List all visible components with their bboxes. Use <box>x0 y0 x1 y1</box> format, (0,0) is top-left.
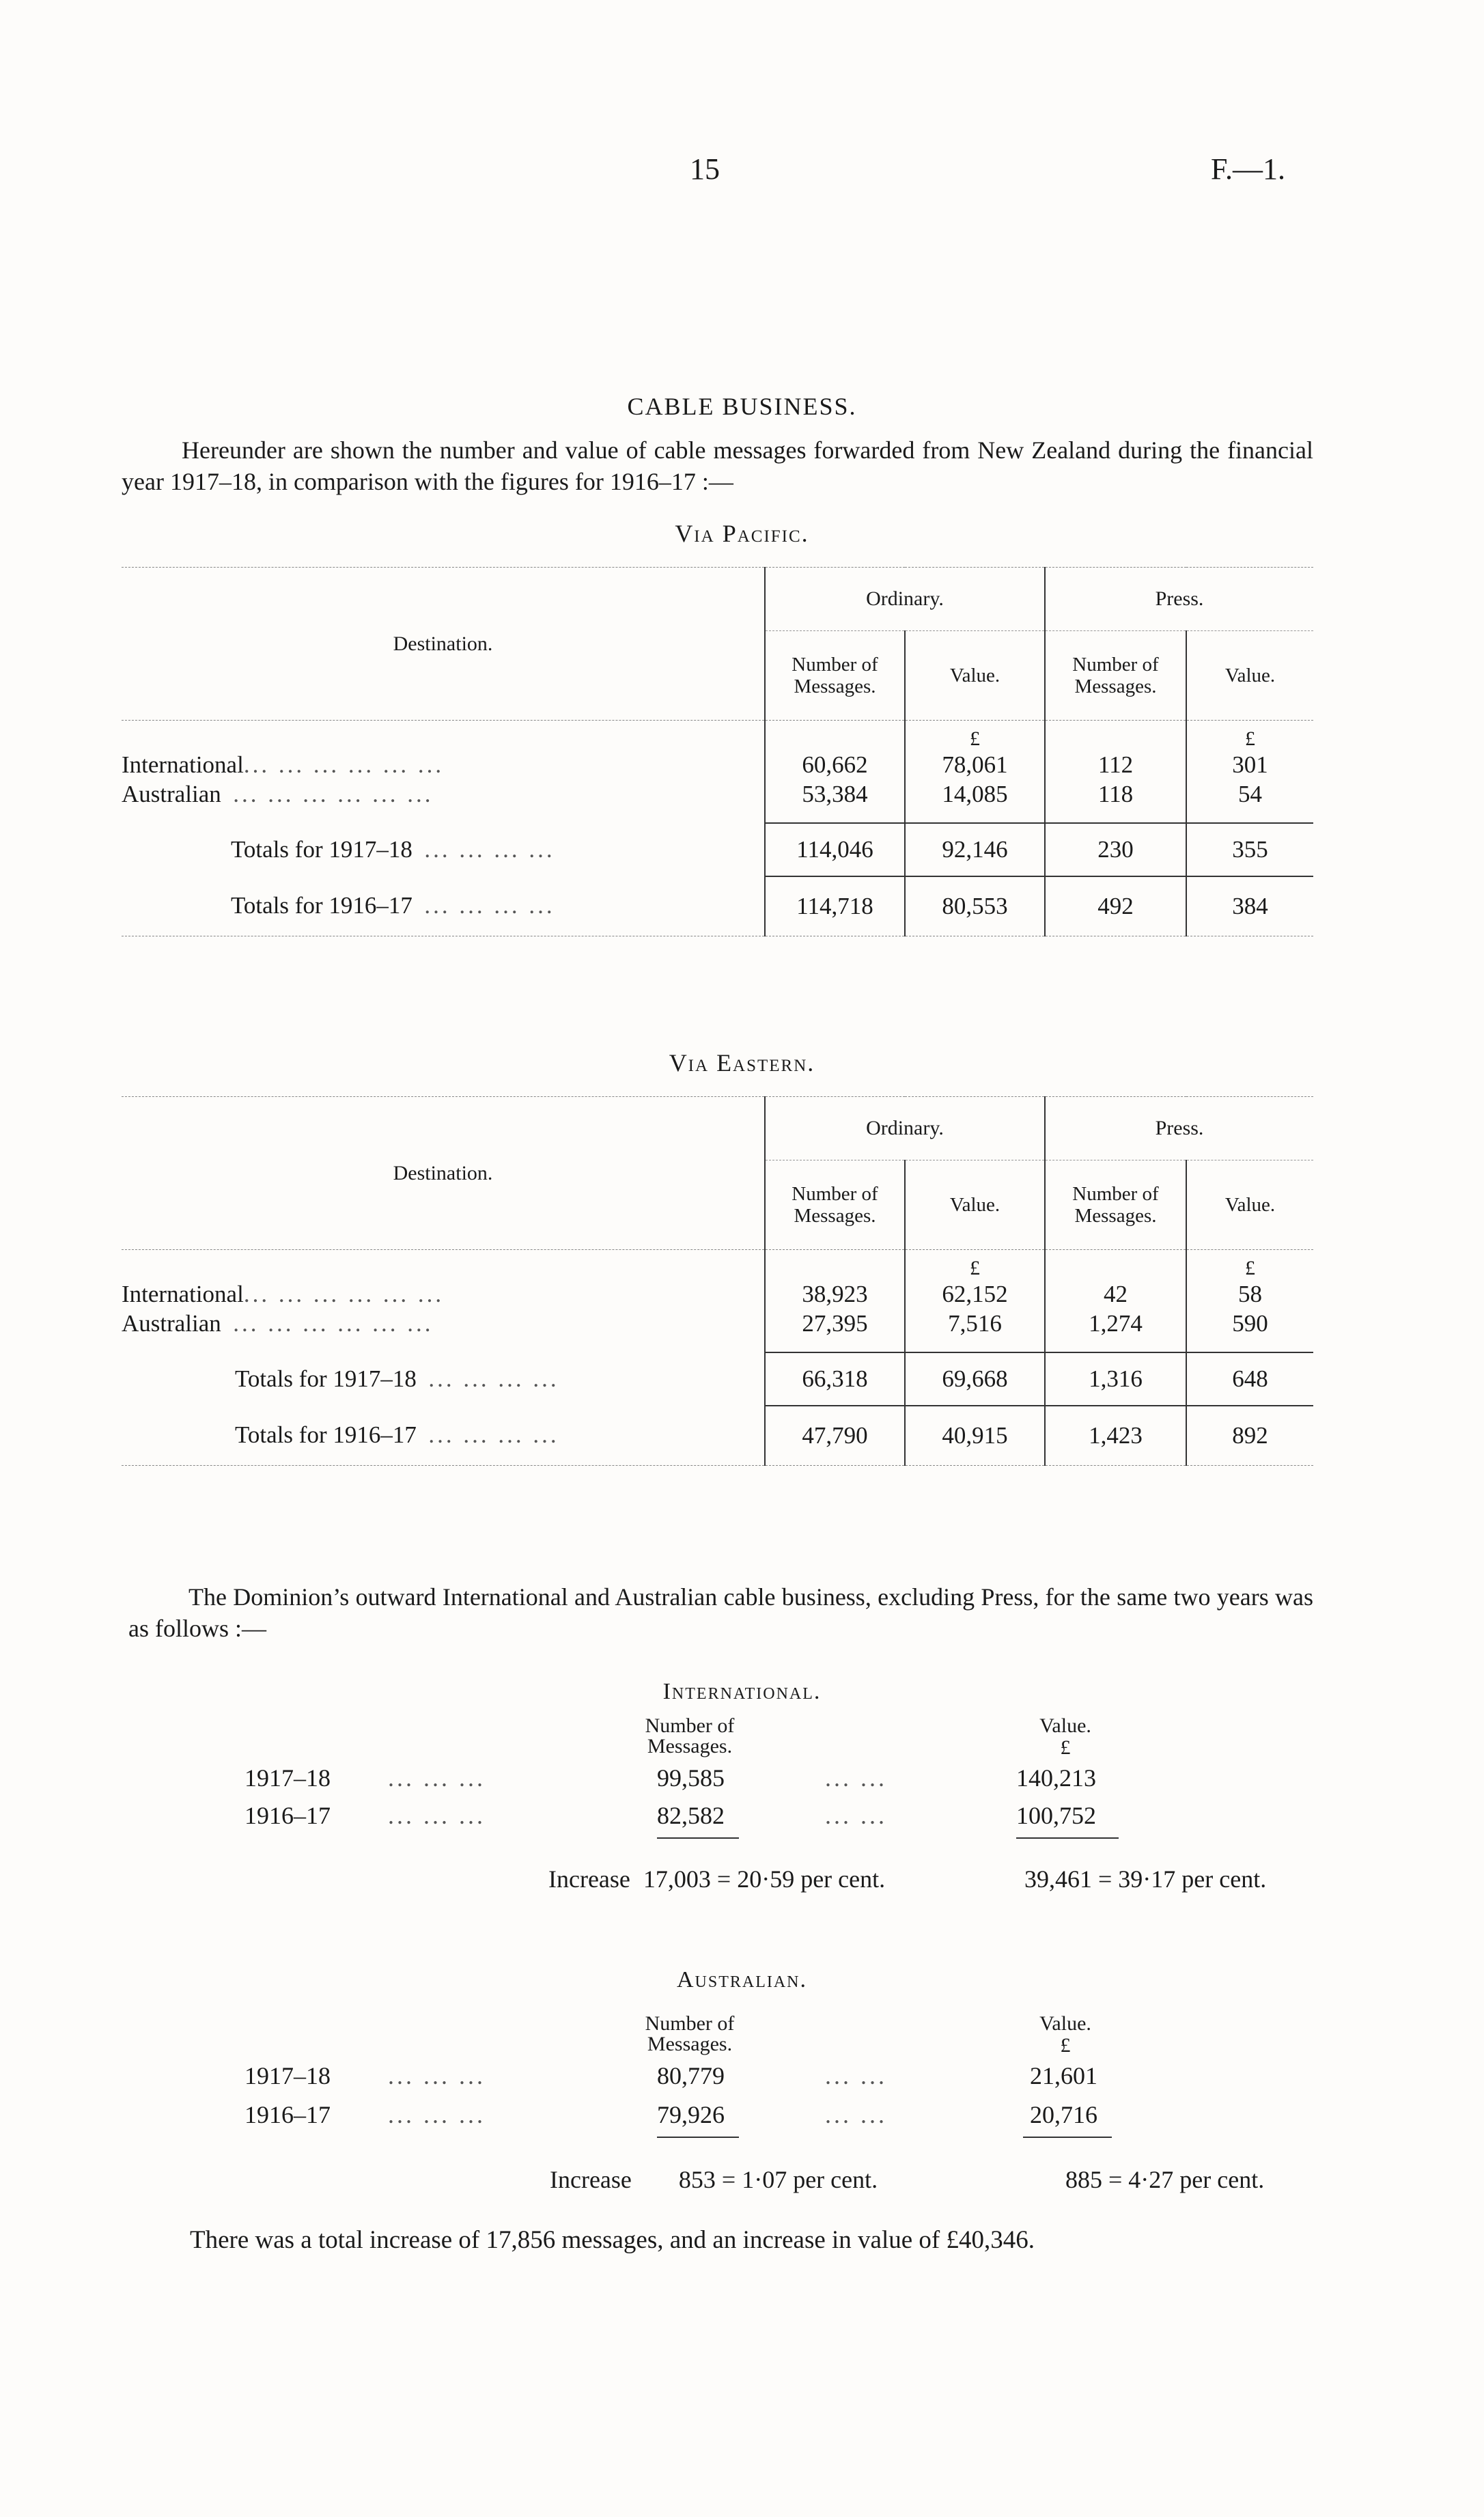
press-messages-cell: 1,274 <box>1045 1309 1186 1339</box>
currency-symbol: £ <box>905 1250 1045 1280</box>
row-label: Australian <box>122 1309 221 1337</box>
sum-rule <box>1016 1837 1119 1839</box>
destination-header: Destination. <box>122 568 765 721</box>
money-value: 140,213 <box>1016 1764 1096 1792</box>
increase-row <box>550 2165 878 2194</box>
ordinary-messages-cell: 47,790 <box>765 1406 905 1466</box>
press-value-cell: 54 <box>1186 779 1313 809</box>
table-row: Totals for 1916–17 ... ... ... ... 114,718 80,553 492 384 <box>122 876 1313 936</box>
ordinary-messages-header: Number of Messages. <box>765 631 905 721</box>
table-row: Australian ... ... ... ... ... ... 53,384 14,085 118 54 <box>122 779 1313 809</box>
ordinary-messages-cell: 114,718 <box>765 876 905 936</box>
money-value: 100,752 <box>1016 1802 1096 1829</box>
australian-num-header: Number of Messages. <box>645 2012 735 2055</box>
press-messages-cell: 42 <box>1045 1280 1186 1309</box>
ordinary-value-header: Value. <box>905 1160 1045 1250</box>
ordinary-messages-cell: 66,318 <box>765 1352 905 1406</box>
international-value-header: Value. <box>1039 1714 1091 1737</box>
messages-value: 79,926 <box>657 2101 725 2128</box>
increase-messages: 853 = 1·07 per cent. <box>678 2166 878 2193</box>
section-title: CABLE BUSINESS. <box>627 393 857 420</box>
table-row: International... ... ... ... ... ... 60,662 78,061 112 301 <box>122 751 1313 779</box>
messages-value: 80,779 <box>657 2062 725 2089</box>
row-label: International <box>122 751 244 778</box>
ordinary-header: Ordinary. <box>765 568 1045 631</box>
pacific-table <box>122 567 1313 936</box>
press-value-cell: 892 <box>1186 1406 1313 1466</box>
ordinary-messages-cell: 53,384 <box>765 779 905 809</box>
totals-label: Totals for 1916–17 <box>231 892 412 919</box>
press-messages-header: Number of Messages. <box>1045 1160 1186 1250</box>
currency-symbol: £ <box>1060 1736 1071 1759</box>
eastern-heading: Via Eastern. <box>669 1049 815 1076</box>
increase-row <box>548 1865 885 1893</box>
page-number: 15 <box>690 152 720 186</box>
ordinary-messages-cell: 60,662 <box>765 751 905 779</box>
press-value-cell: 58 <box>1186 1280 1313 1309</box>
increase-label: Increase <box>550 2166 632 2193</box>
ordinary-messages-cell: 114,046 <box>765 823 905 876</box>
year-label: 1916–17 <box>244 2101 331 2128</box>
press-messages-cell: 1,316 <box>1045 1352 1186 1406</box>
ordinary-messages-cell: 27,395 <box>765 1309 905 1339</box>
money-value: 21,601 <box>1030 2062 1097 2089</box>
international-num-header: Number of Messages. <box>645 1714 735 1757</box>
table-row: Totals for 1916–17 ... ... ... ... 47,790 40,915 1,423 892 <box>122 1406 1313 1466</box>
table-row: 1916–17 ... ... ... 82,582 ... ... 100,752 <box>244 1802 1096 1829</box>
ordinary-value-cell: 62,152 <box>905 1280 1045 1309</box>
ordinary-messages-cell: 38,923 <box>765 1280 905 1309</box>
ordinary-value-cell: 78,061 <box>905 751 1045 779</box>
messages-value: 82,582 <box>657 1802 725 1829</box>
increase-value: 885 = 4·27 per cent. <box>1065 2166 1265 2193</box>
sum-rule <box>657 1837 739 1839</box>
ordinary-value-cell: 14,085 <box>905 779 1045 809</box>
table-row: 1917–18 ... ... ... 80,779 ... ... 21,601 <box>244 2062 1097 2089</box>
sum-rule <box>657 2137 739 2138</box>
document-reference: F.—1. <box>1211 152 1285 186</box>
destination-header: Destination. <box>122 1097 765 1250</box>
table-row: 1916–17 ... ... ... 79,926 ... ... 20,716 <box>244 2101 1097 2128</box>
international-heading: International. <box>662 1679 822 1704</box>
closing-paragraph: There was a total increase of 17,856 messages, and an increase in value of £40,346. <box>190 2226 1035 2254</box>
press-value-header: Value. <box>1186 631 1313 721</box>
press-messages-cell: 1,423 <box>1045 1406 1186 1466</box>
intro-paragraph: Hereunder are shown the number and value of cable messages forwarded from New Zealand during the financial year 1917–18, in comparison with the figures for 1916–17 :— <box>122 436 1313 495</box>
totals-label: Totals for 1917–18 <box>231 835 412 863</box>
row-label: Australian <box>122 780 221 807</box>
press-messages-cell: 492 <box>1045 876 1186 936</box>
press-value-cell: 590 <box>1186 1309 1313 1339</box>
press-value-cell: 355 <box>1186 823 1313 876</box>
messages-value: 99,585 <box>657 1764 725 1792</box>
totals-label: Totals for 1916–17 <box>235 1421 417 1449</box>
table-row: International... ... ... ... ... ... 38,923 62,152 42 58 <box>122 1280 1313 1309</box>
money-value: 20,716 <box>1030 2101 1097 2128</box>
pacific-heading: Via Pacific. <box>675 520 809 547</box>
summary-paragraph: The Dominion’s outward International and Australian cable business, excluding Press, for the same two years was as follows :— <box>128 1583 1313 1642</box>
press-value-header: Value. <box>1186 1160 1313 1250</box>
press-messages-cell: 112 <box>1045 751 1186 779</box>
ordinary-value-cell: 92,146 <box>905 823 1045 876</box>
table-row: Australian ... ... ... ... ... ... 27,395 7,516 1,274 590 <box>122 1309 1313 1339</box>
year-label: 1917–18 <box>244 2062 331 2089</box>
ordinary-value-header: Value. <box>905 631 1045 721</box>
press-value-cell: 648 <box>1186 1352 1313 1406</box>
ordinary-header: Ordinary. <box>765 1097 1045 1160</box>
press-messages-header: Number of Messages. <box>1045 631 1186 721</box>
currency-symbol: £ <box>1186 1250 1313 1280</box>
table-row: 1917–18 ... ... ... 99,585 ... ... 140,213 <box>244 1764 1096 1792</box>
currency-symbol: £ <box>1186 721 1313 751</box>
ordinary-value-cell: 80,553 <box>905 876 1045 936</box>
increase-messages: 17,003 = 20·59 per cent. <box>643 1865 886 1893</box>
row-label: International <box>122 1280 244 1307</box>
ordinary-value-cell: 7,516 <box>905 1309 1045 1339</box>
increase-label: Increase <box>548 1865 630 1893</box>
australian-heading: Australian. <box>676 1967 808 1992</box>
press-messages-cell: 230 <box>1045 823 1186 876</box>
eastern-table <box>122 1096 1313 1466</box>
increase-value: 39,461 = 39·17 per cent. <box>1024 1865 1267 1893</box>
press-header: Press. <box>1045 568 1313 631</box>
ordinary-messages-header: Number of Messages. <box>765 1160 905 1250</box>
year-label: 1916–17 <box>244 1802 331 1829</box>
ordinary-value-cell: 69,668 <box>905 1352 1045 1406</box>
press-value-cell: 384 <box>1186 876 1313 936</box>
press-messages-cell: 118 <box>1045 779 1186 809</box>
year-label: 1917–18 <box>244 1764 331 1792</box>
press-header: Press. <box>1045 1097 1313 1160</box>
sum-rule <box>1023 2137 1112 2138</box>
currency-symbol: £ <box>1060 2034 1071 2057</box>
totals-label: Totals for 1917–18 <box>235 1365 417 1392</box>
australian-value-header: Value. <box>1039 2012 1091 2035</box>
press-value-cell: 301 <box>1186 751 1313 779</box>
table-row: Totals for 1917–18 ... ... ... ... 114,046 92,146 230 355 <box>122 823 1313 876</box>
ordinary-value-cell: 40,915 <box>905 1406 1045 1466</box>
currency-symbol: £ <box>905 721 1045 751</box>
table-row: Totals for 1917–18 ... ... ... ... 66,318 69,668 1,316 648 <box>122 1352 1313 1406</box>
